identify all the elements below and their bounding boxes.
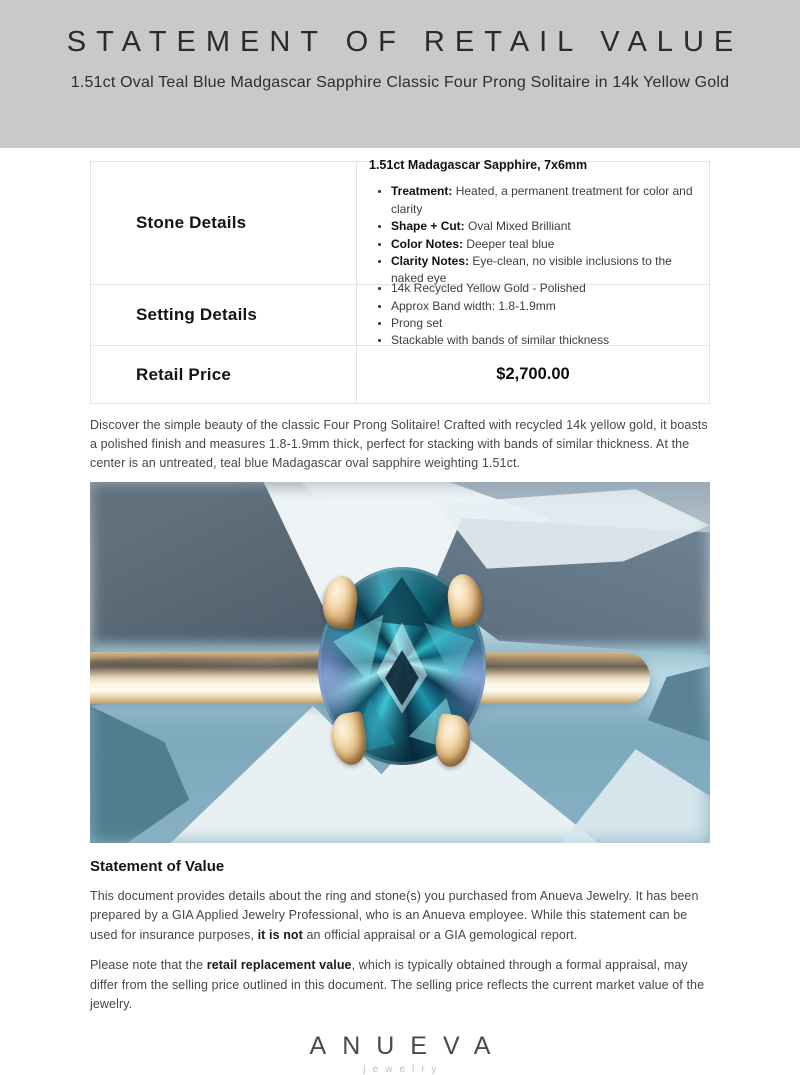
page-title: STATEMENT OF RETAIL VALUE — [66, 26, 744, 58]
retail-price-cell — [357, 346, 709, 403]
spec-table — [90, 158, 710, 404]
document-header — [0, 0, 800, 148]
list-item: • Stackable with bands of similar thickness — [391, 332, 695, 349]
statement-paragraph-1: This document provides details about the ring and stone(s) you purchased from Anueva Jewelry. It has been prepared by a GIA Applied Jewelry Professional, who is an Anueva employee. While this statement can be used for insurance purposes, it is not an official appraisal or a GIA gemological report. — [90, 889, 699, 942]
stone-details-label: Stone Details — [136, 213, 247, 232]
setting-details-cell — [357, 281, 709, 348]
statement-of-value-section — [90, 858, 710, 1014]
brand-logo-subtitle: jewelry — [363, 1064, 444, 1075]
stone-details-cell — [357, 158, 709, 286]
setting-bullet-list — [369, 280, 695, 350]
ring-photo — [90, 482, 710, 843]
row-label — [91, 162, 357, 284]
row-label — [91, 346, 357, 403]
brand-logo: ANUEVA — [309, 1032, 507, 1061]
row-label — [91, 285, 357, 345]
table-row-retail-price — [91, 345, 709, 403]
list-item: • 14k Recycled Yellow Gold - Polished — [391, 280, 695, 297]
table-row-setting-details — [91, 281, 709, 348]
brand-footer — [90, 1032, 710, 1075]
list-item: • Shape + Cut: Oval Mixed Brilliant — [391, 218, 695, 235]
statement-paragraph-2: Please note that the retail replacement value, which is typically obtained through a formal appraisal, may differ from the selling price outlined in this document. The selling price reflects the current market value of the jewelry. — [90, 958, 705, 1011]
product-description: Discover the simple beauty of the classic Four Prong Solitaire! Crafted with recycled 14k yellow gold, it boasts a polished finish and measures 1.8-1.9mm thick, perfect for stacking with bands of similar thickness. At the center is an untreated, teal blue Madagascar oval sapphire weighting 1.51ct. — [90, 418, 708, 470]
list-item: • Approx Band width: 1.8-1.9mm — [391, 298, 695, 315]
list-item: • Treatment: Heated, a permanent treatment for color and clarity — [391, 183, 695, 218]
stone-heading: 1.51ct Madagascar Sapphire, 7x6mm — [369, 158, 588, 173]
list-item: • Prong set — [391, 315, 695, 332]
list-item: • Clarity Notes: Eye-clean, no visible inclusions to the naked eye — [391, 253, 695, 288]
stone-bullet-list — [369, 183, 695, 287]
page-subtitle: 1.51ct Oval Teal Blue Madgascar Sapphire Classic Four Prong Solitaire in 14k Yellow Gold — [70, 74, 730, 91]
content-column — [90, 158, 710, 1075]
statement-heading: Statement of Value — [90, 858, 225, 875]
setting-details-label: Setting Details — [136, 305, 258, 324]
list-item: • Color Notes: Deeper teal blue — [391, 236, 695, 253]
retail-price-value: $2,700.00 — [496, 365, 570, 383]
table-row-stone-details — [91, 158, 709, 286]
retail-price-label: Retail Price — [136, 364, 232, 384]
